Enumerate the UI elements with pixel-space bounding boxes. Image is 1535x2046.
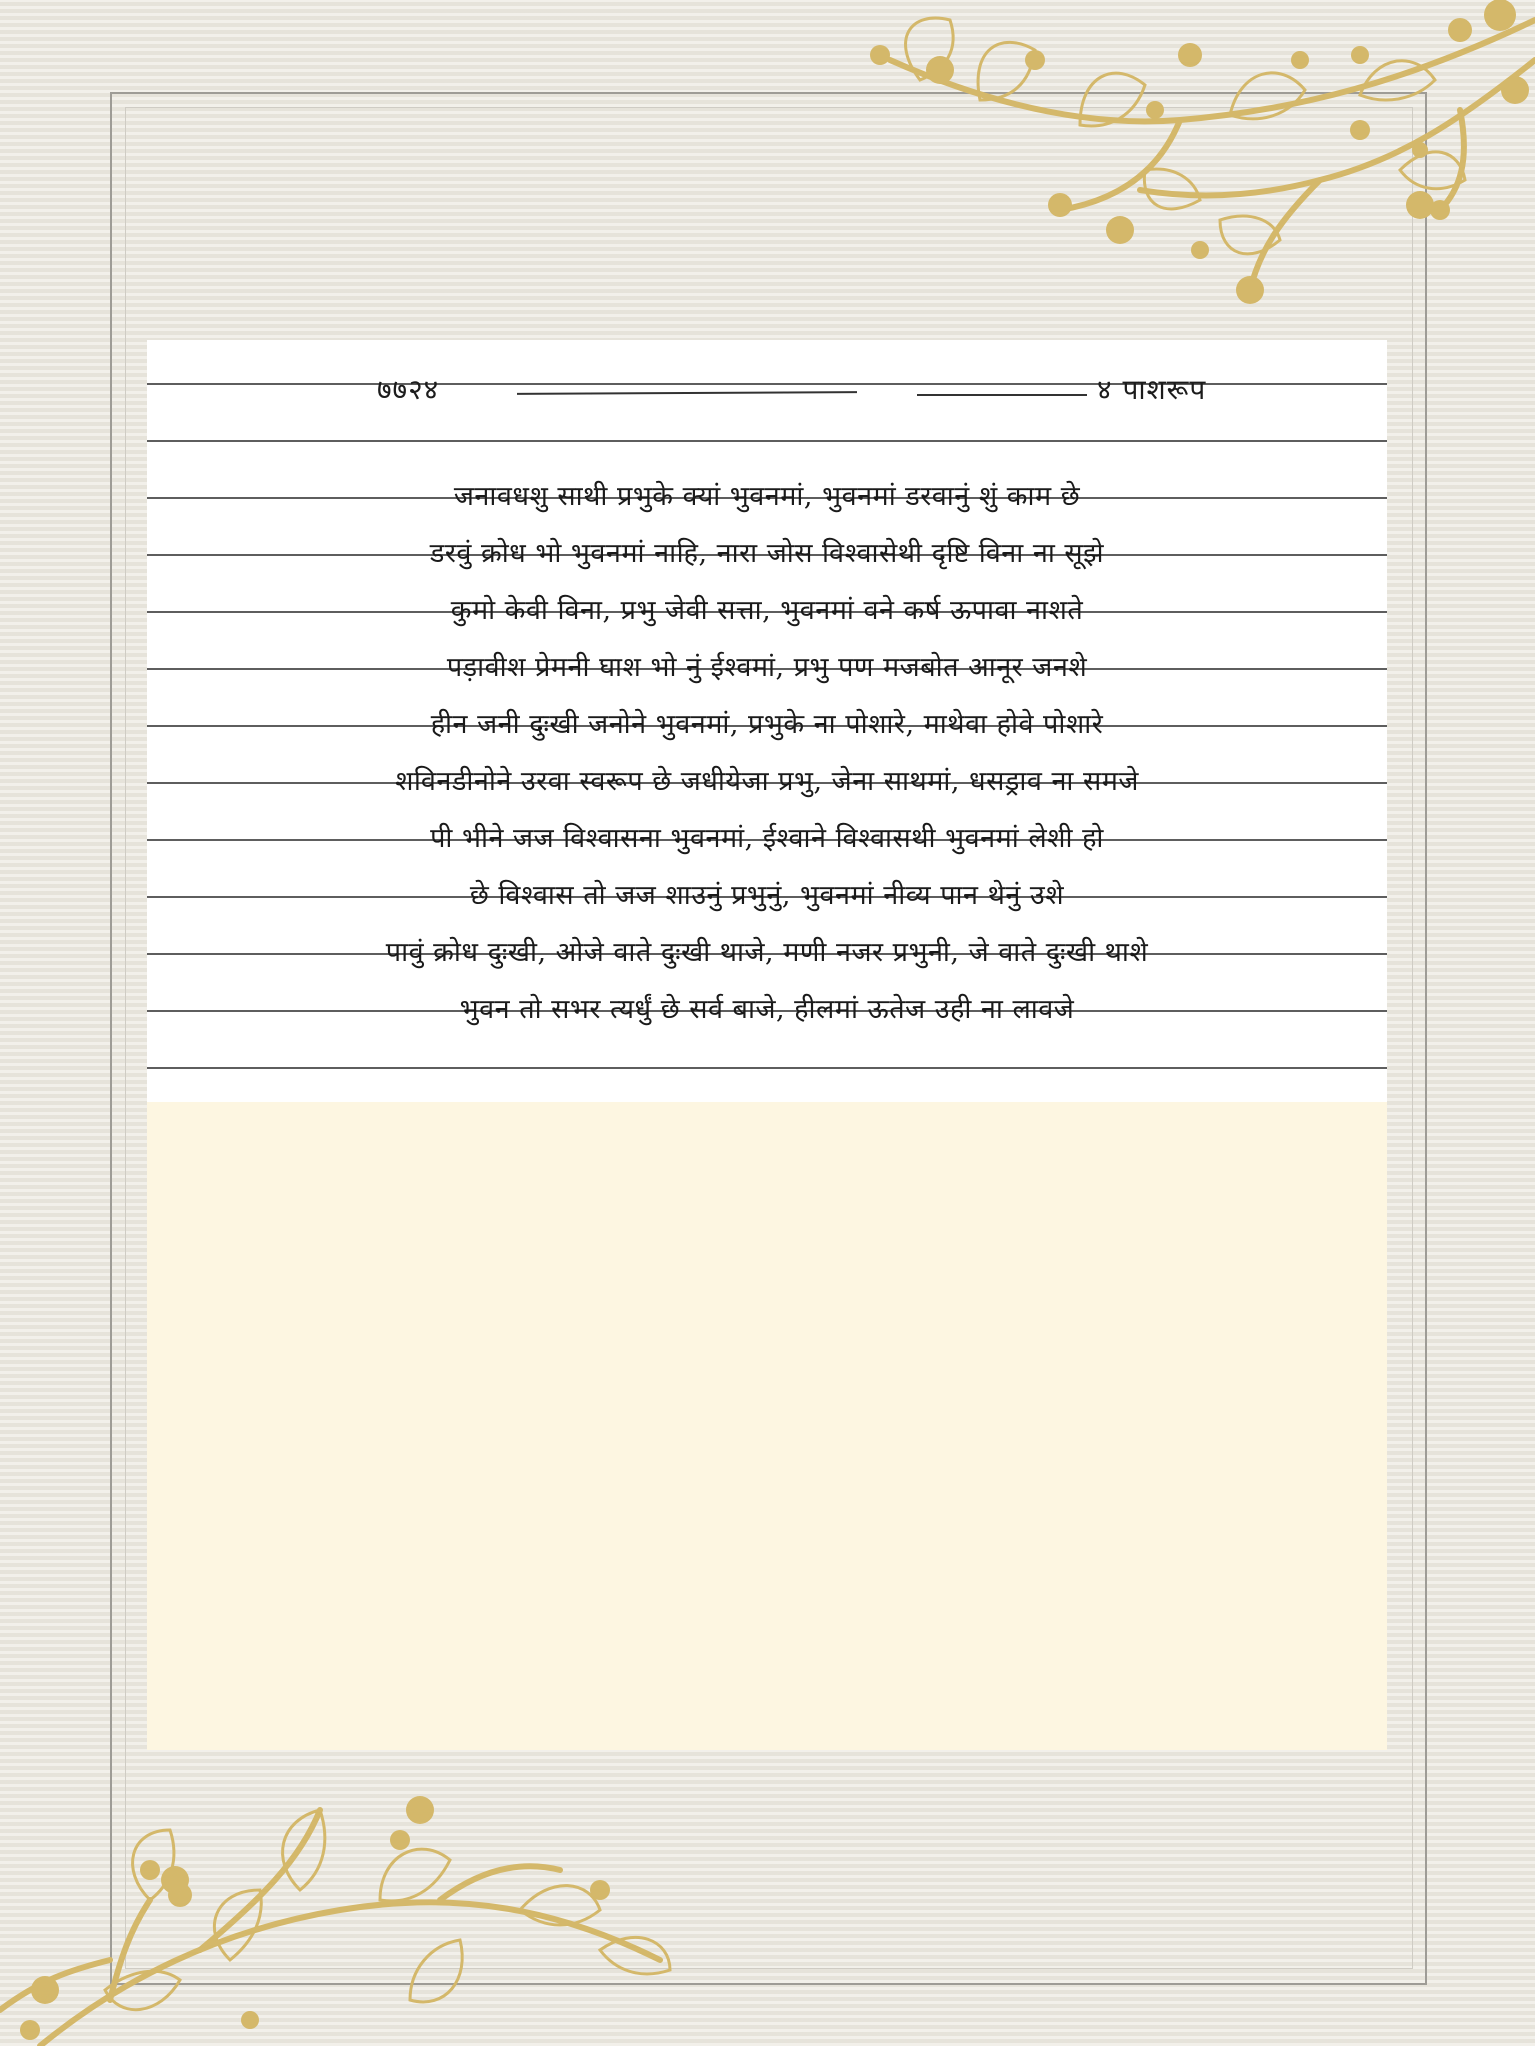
page-date: ७७२४ bbox=[377, 373, 440, 406]
header-rule-left bbox=[517, 391, 857, 395]
page-header bbox=[147, 370, 1387, 420]
text-line: पी भीने जज विश्वासना भुवनमां, ईश्वाने विश्वासथी भुवनमां लेशी हो bbox=[430, 823, 1104, 854]
text-line: जनावधशु साथी प्रभुके क्यां भुवनमां, भुवनमां डरवानुं शुं काम छे bbox=[453, 481, 1081, 512]
gold-vine-bottom-left-icon bbox=[0, 1780, 720, 2046]
text-line: डरवुं क्रोध भो भुवनमां नाहि, नारा जोस विश्वासेथी दृष्टि विना ना सूझे bbox=[429, 538, 1105, 569]
handwritten-page bbox=[147, 340, 1387, 1102]
page-number: ४ पाशरूप bbox=[1097, 373, 1207, 406]
text-line: भुवन तो सभर त्यर्धुं छे सर्व बाजे, हीलमां ऊतेज उही ना लावजे bbox=[459, 994, 1075, 1025]
gold-vine-top-right-icon bbox=[760, 0, 1535, 320]
handwritten-text-block bbox=[187, 472, 1347, 1042]
header-rule-right bbox=[917, 394, 1087, 396]
text-line: कुमो केवी विना, प्रभु जेवी सत्ता, भुवनमां वने कर्ष ऊपावा नाशते bbox=[450, 595, 1084, 626]
letter-panel bbox=[147, 340, 1387, 1750]
text-line: छे विश्वास तो जज शाउनुं प्रभुनुं, भुवनमां नीव्य पान थेनुं उशे bbox=[469, 880, 1065, 911]
text-line: पावुं क्रोध दुःखी, ओजे वाते दुःखी थाजे, मणी नजर प्रभुनी, जे वाते दुःखी थाशे bbox=[385, 937, 1149, 968]
text-line: पड़ावीश प्रेमनी घाश भो नुं ईश्वमां, प्रभु पण मजबोत आनूर जनशे bbox=[446, 652, 1088, 683]
text-line: हीन जनी दुःखी जनोने भुवनमां, प्रभुके ना पोशारे, माथेवा होवे पोशारे bbox=[430, 709, 1104, 740]
text-line: शविनडीनोने उरवा स्वरूप छे जधीयेजा प्रभु, जेना साथमां, धसड्राव ना समजे bbox=[395, 766, 1139, 797]
